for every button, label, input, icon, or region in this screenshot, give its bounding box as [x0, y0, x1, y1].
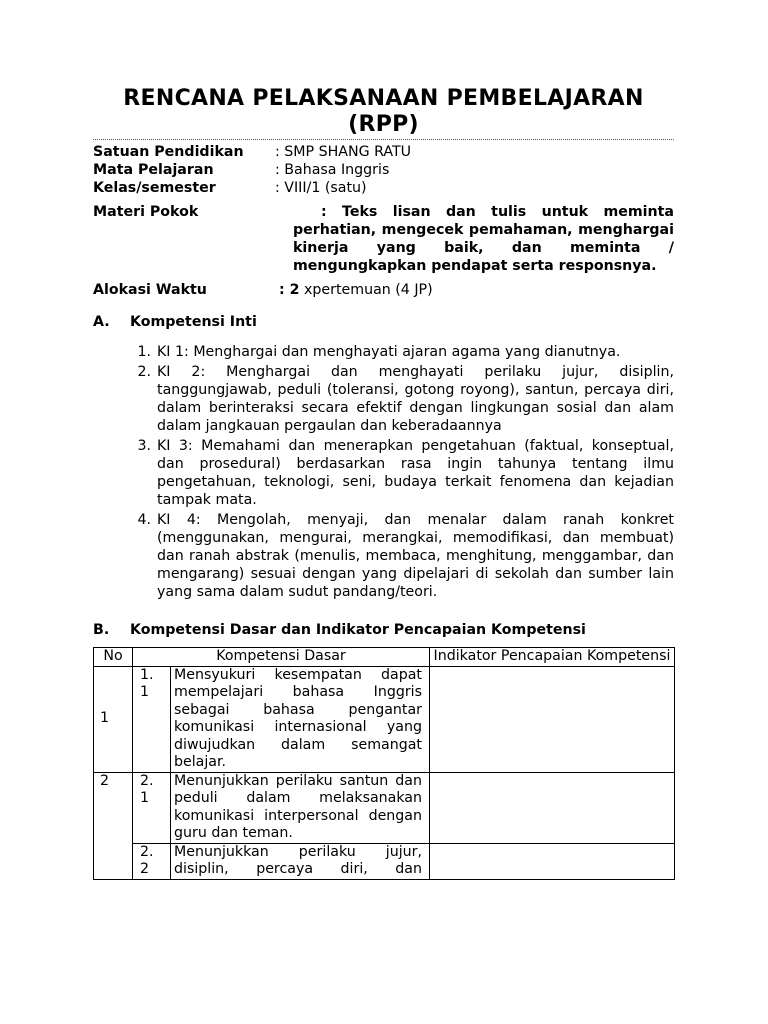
document-page — [93, 86, 674, 880]
identity-value: : Bahasa Inggris — [275, 162, 390, 178]
kd-text: Menunjukkan perilaku santun dan peduli dalam melaksanakan komunikasi interpersonal dengan guru dan teman. — [171, 772, 430, 843]
list-text: KI 3: Memahami dan menerapkan pengetahuan (faktual, konseptual, dan prosedural) berdasarkan rasa ingin tahunya tentang ilmu pengetahuan, teknologi, seni, budaya terkait fenomena dan kejadian tampak mata. — [157, 438, 674, 508]
kompetensi-dasar-table — [93, 647, 675, 880]
materi-value-lead: : Teks lisan dan tulis untuk meminta — [321, 204, 674, 220]
alokasi-label: Alokasi Waktu — [93, 282, 207, 298]
materi-value — [293, 203, 674, 275]
kd-number: 2. 2 — [133, 843, 171, 879]
section-letter: A. — [93, 314, 110, 330]
identity-row-satuan — [93, 143, 674, 161]
alokasi-value-rest: xpertemuan (4 JP) — [299, 282, 433, 298]
identity-value: : VIII/1 (satu) — [275, 180, 367, 196]
title-line-2: (RPP) — [348, 112, 419, 137]
list-number: 3. — [137, 438, 151, 454]
identity-value: : SMP SHANG RATU — [275, 144, 412, 160]
list-item — [93, 363, 674, 435]
kd-number: 2. 1 — [133, 772, 171, 843]
kd-text: Menunjukkan perilaku jujur, disiplin, percaya diri, dan — [171, 843, 430, 879]
identity-row-mapel — [93, 161, 674, 179]
kd-number: 1. 1 — [133, 666, 171, 772]
materi-pokok-row — [93, 203, 674, 275]
indikator-cell — [430, 843, 675, 879]
header-indikator: Indikator Pencapaian Kompetensi — [430, 648, 675, 667]
list-number: 1. — [137, 344, 151, 360]
list-number: 4. — [137, 512, 151, 528]
list-item — [93, 511, 674, 601]
section-b-heading — [93, 621, 674, 639]
identity-label: Satuan Pendidikan — [93, 144, 244, 160]
document-title — [93, 86, 674, 138]
identity-row-kelas — [93, 179, 674, 197]
table-row — [94, 666, 675, 772]
row-no: 1 — [94, 666, 133, 772]
indikator-cell — [430, 772, 675, 843]
section-letter: B. — [93, 622, 110, 638]
list-text: KI 4: Mengolah, menyaji, dan menalar dalam ranah konkret (menggunakan, mengurai, merangkai, memodifikasi, dan membuat) dan ranah abstrak (menulis, membaca, menghitung, menggambar, dan mengarang) sesuai dengan yang dipelajari di sekolah dan sumber lain yang sama dalam sudut pandang/teori. — [157, 512, 674, 600]
section-title: Kompetensi Dasar dan Indikator Pencapaian Kompetensi — [130, 622, 586, 638]
materi-value-rest: perhatian, mengecek pemahaman, menghargai kinerja yang baik, dan meminta / mengungkapkan pendapat serta responsnya. — [293, 222, 674, 274]
materi-label: Materi Pokok — [93, 204, 199, 220]
list-item — [93, 343, 674, 361]
indikator-cell — [430, 666, 675, 772]
section-a-heading — [93, 313, 674, 331]
title-line-1: RENCANA PELAKSANAAN PEMBELAJARAN — [123, 86, 644, 111]
identity-label: Mata Pelajaran — [93, 162, 214, 178]
list-item — [93, 437, 674, 509]
alokasi-value — [279, 281, 433, 299]
kd-text: Mensyukuri kesempatan dapat mempelajari bahasa Inggris sebagai bahasa pengantar komunikasi internasional yang diwujudkan dalam semangat belajar. — [171, 666, 430, 772]
table-row — [94, 843, 675, 879]
row-no: 2 — [94, 772, 133, 879]
alokasi-waktu-row — [93, 281, 674, 299]
table-row — [94, 772, 675, 843]
list-number: 2. — [137, 364, 151, 380]
table-header-row — [94, 648, 675, 667]
identity-label: Kelas/semester — [93, 180, 216, 196]
title-divider — [93, 139, 674, 140]
kompetensi-inti-list — [93, 343, 674, 601]
header-kompetensi-dasar: Kompetensi Dasar — [133, 648, 430, 667]
list-text: KI 1: Menghargai dan menghayati ajaran agama yang dianutnya. — [157, 344, 621, 360]
section-title: Kompetensi Inti — [130, 314, 257, 330]
alokasi-value-bold: : 2 — [279, 282, 300, 298]
list-text: KI 2: Menghargai dan menghayati perilaku jujur, disiplin, tanggungjawab, peduli (toleransi, gotong royong), santun, percaya diri, dalam berinteraksi secara efektif dengan lingkungan sosial dan alam dalam jangkauan pergaulan dan keberadaannya — [157, 364, 674, 434]
header-no: No — [94, 648, 133, 667]
